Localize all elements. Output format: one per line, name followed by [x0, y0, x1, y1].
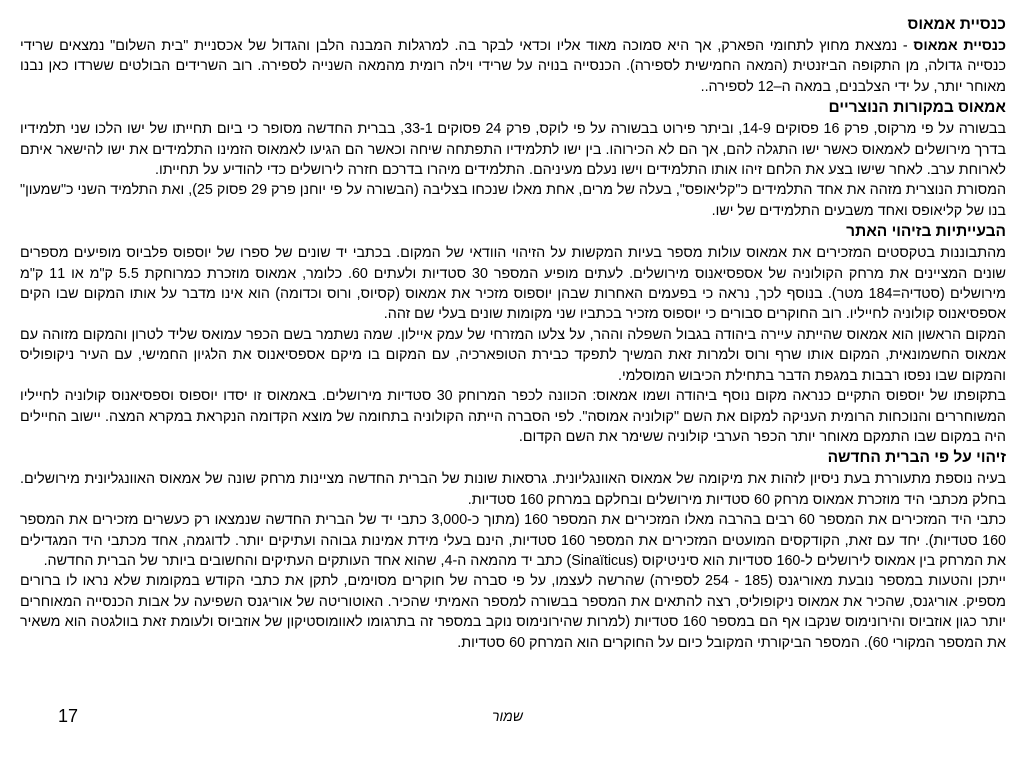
section-problems-paragraph-2: המקום הראשון הוא אמאוס שהייתה עיירה ביהודה בגבול השפלה וההר, על צלעו המזרחי של עמק איילון. שמה נשתמר בשם הכפר עמואס שליד לטרון והמקום מזוהה עם אמאוס החשמונאית, המקום אותו שרף ורוס ולמרות זאת המשיך לתפקד כבירת הטופארכיה, עם המקום בו מיקם אספסיאנוס את הלגיון החמישי, עם העיר ניקופוליס והמקום שבו נפסו רבבות במגפת הדבר בתחילת הכיבוש המוסלמי.	[20, 326, 1006, 384]
section-nt-paragraph-1: בעיה נוספת מתעוררת בעת ניסיון לזהות את מיקומה של אמאוס האוונגליונית. גרסאות שונות של הברית החדשה מציינות מרחק שונה של אמאוס האוונגליונית מירושלים. בחלק מכתבי היד מוזכרת אמאוס מרחק 60 סטדיות מירושלים ובחלקם במרחק 160 סטדיות.	[20, 471, 1006, 508]
section-problems-paragraph-1: מהתבוננות בטקסטים המזכירים את אמאוס עולות מספר בעיות המקשות על הזיהוי הוודאי של המקום. בכתבי יד שונים של ספרו של יוספוס פלביוס מופיעים מספרים שונים המציינים את מרחק הקולוניה של אספסיאנוס מירושלים. לעתים מופיע המספר 30 סטדיות ולעתים 60. כלומר, אמאוס מוזכרת כמרוחקת 5.5 ק"מ או 11 ק"מ מירושלים (סטדיה=184 מטר). בנוסף לכך, נראה כי בפעמים האחרות שבהן יוספוס מזכיר את אמאוס (קסיוס, ורוס וכדומה) הוא אינו מדבר על אותו המקום שבו הקים אספסיאנוס קולוניה לחייליו. רוב החוקרים סבורים כי יוספוס מזכיר בכתביו שני מקומות שונים בעלי שם זהה.	[20, 245, 1006, 323]
intro-text: - נמצאת מחוץ לתחומי הפארק, אך היא סמוכה מאוד אליו וכדאי לבקר בה. למרגלות המבנה הלבן והגדול של אכסניית "בית השלום" נמצאים שרידי כנסייה גדולה, מן התקופה הביזנטית (המאה החמישית לספירה). הכנסייה בנויה על שרידי וילה רומית מהמאה השנייה לספירה. רוב השרידים הבולטים ששרדו כאן נבנו מאוחר יותר, על ידי הצלבנים, במאה ה–12 לספירה..	[20, 38, 1006, 95]
section-sources-paragraph-1: בבשורה על פי מרקוס, פרק 16 פסוקים 14-9, וביתר פירוט בבשורה על פי לוקס, פרק 24 פסוקים 33-1, בברית החדשה מסופר כי ביום תחייתו של ישו הלכו שני תלמידיו בדרך מירושלים לאמאוס כאשר ישו התגלה להם, אך הם לא הכירוהו. בין ישו לתלמידיו התפתחה שיחה וכאשר הם הגיעו לאמאוס הזמינו התלמידים את ישו להישאר איתם לארוחת ערב. לאחר שישו בצע את הלחם זיהו אותו התלמידים וישו נעלם מעיניהם. התלמידים מיהרו בדרכם חזרה לירושלים כדי להודיע על תחייתו.	[20, 121, 1007, 179]
footer-overlay-text: שמור	[492, 708, 523, 724]
section-heading-sources: אמאוס במקורות הנוצריים	[828, 99, 1006, 117]
section-nt-paragraph-3: ייתכן והטעות במספר נובעת מאוריגנס (185 - 254 לספירה) שהרשה לעצמו, על פי סברה של חוקרים מסוימים, לתקן את כתבי הקודש במקומות שלא נראו לו ברורים מספיק. אוריגנס, שהכיר את אמאוס ניקופוליס, רצה להתאים את המספר בבשורה למספר האמיתי שהכיר. האוטוריטה של אוריגנס השפיעה על אבות הכנסייה המאוחרים יותר כגון אוזביוס והירונימוס שנקבו אף הם במספר 160 סטדיות (למרות שהירונימוס נוקב במספר זה בתרגומו לאוומוסטיקון של אוזביוס ולעומת זאת בוולגטה הוא משאיר את המספר המקורי 60). המספר הביקורתי המקובל כיום על החוקרים הוא המרחק 60 סטדיות.	[20, 573, 1007, 651]
document-body	[20, 14, 1006, 653]
intro-paragraph	[20, 36, 1006, 97]
page-title: כנסיית אמאוס	[907, 16, 1006, 33]
section-nt-paragraph-2: כתבי היד המזכירים את המספר 60 רבים בהרבה מאלו המזכירים את המספר 160 (מתוך כ-3,000 כתבי יד של הברית החדשה שנמצאו רק כעשרים מזכירים את המספר 160 סטדיות). יחד עם זאת, הקודקסים המועטים המזכירים את המספר 160 סטדיות, הינם בעלי מידת אמינות גבוהה ועתיקים יותר. לדוגמה, אחד מכתבי היד המגדילים את המרחק בין אמאוס לירושלים ל-160 סטדיות הוא סיניטיקוס (Sinaïticus) כתב יד מהמאה ה-4, שהוא אחד העותקים העתיקים והחשובים ביותר של הברית החדשה.	[20, 512, 1006, 569]
section-sources-paragraph-2: המסורת הנוצרית מזהה את אחד התלמידים כ"קליאופס", בעלה של מרים, אחת מאלו שנכחו בצליבה (הבשורה על פי יוחנן פרק 29 פסוק 25), ואת התלמיד השני כ"שמעון" בנו של קליאופס ואחד משבעים התלמידים של ישו.	[20, 182, 1007, 219]
slide-number: 17	[58, 706, 79, 726]
intro-term: כנסיית אמאוס	[913, 38, 1006, 54]
section-heading-problems: הבעייתיות בזיהוי האתר	[846, 223, 1006, 241]
section-problems-paragraph-3: בתקופתו של יוספוס התקיים כנראה מקום נוסף ביהודה ושמו אמאוס: הכוונה לכפר המרוחק 30 סטדיות מירושלים. באמאוס זו יסדו יוספוס וספסיאנוס קולוניה לחייליו המשוחררים והנוכחות הרומית העניקה למקום את השם "קולוניה אמוסה". לפי הסברה הייתה הקולוניה בתחומה של מוצא הקדומה הנקראת במקרא המצה. יישוב החיילים היה במקום שבו התמקם מאוחר יותר הכפר הערבי קולוניה ששימר את השם הקדום.	[20, 388, 1006, 445]
section-heading-new-testament: זיהוי על פי הברית החדשה	[827, 449, 1006, 467]
